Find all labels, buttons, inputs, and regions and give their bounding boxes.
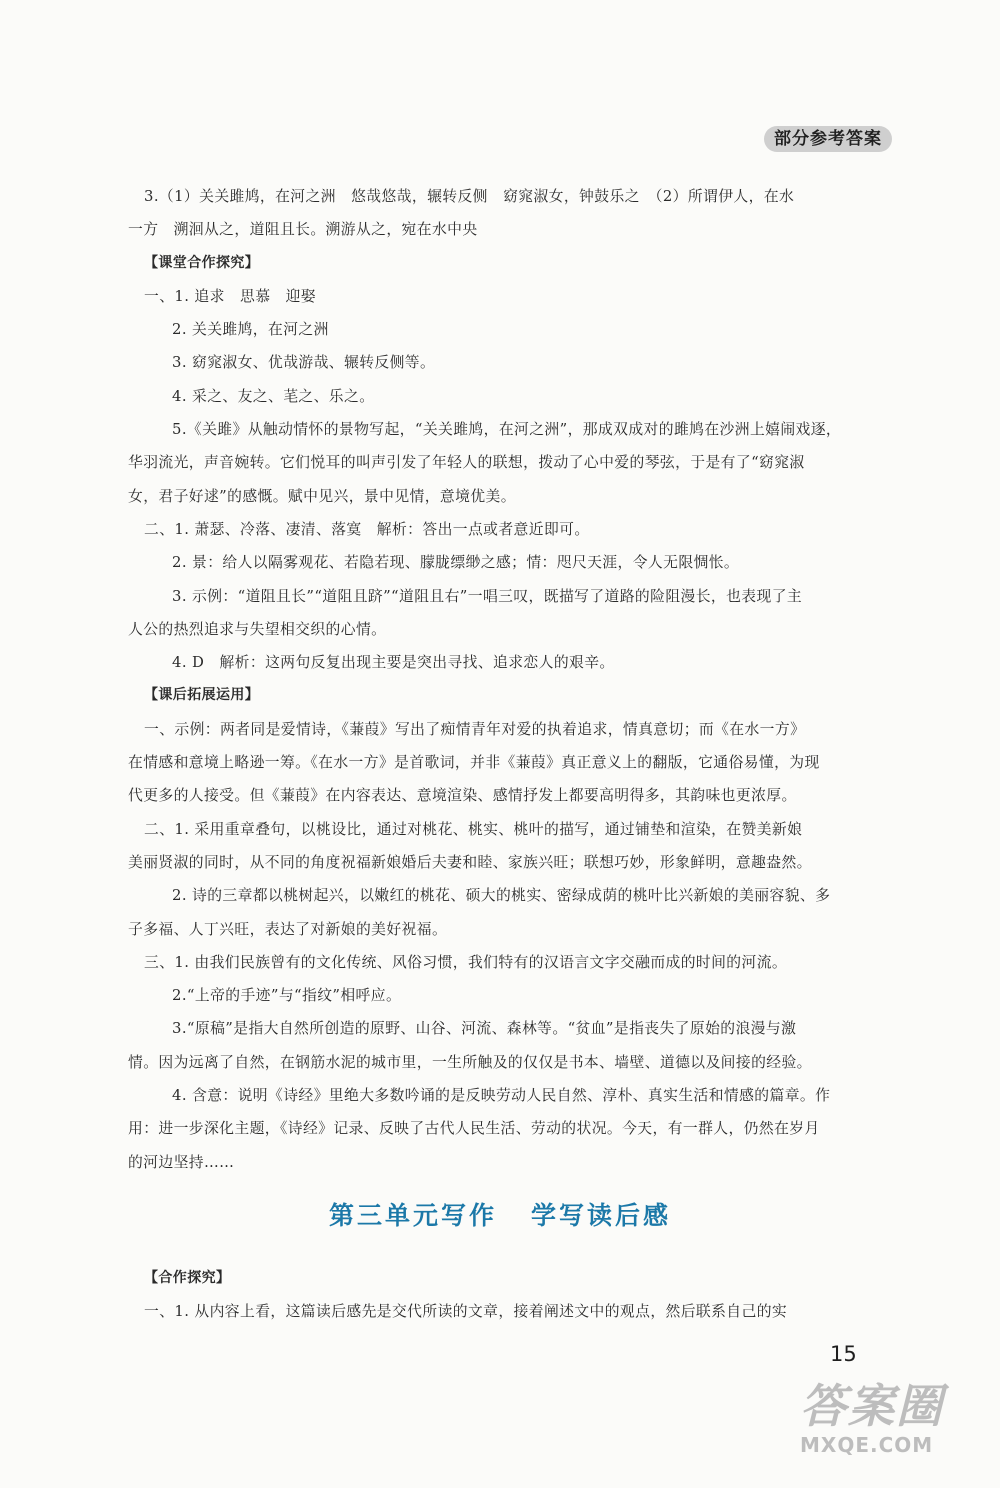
watermark-url: MXQE.COM [800, 1433, 934, 1457]
section-header-tag: 部分参考答案 [764, 126, 892, 152]
text-line: 的河边坚持…… [128, 1153, 235, 1171]
site-watermark [800, 1380, 990, 1480]
text-line: 用：进一步深化主题，《诗经》记录、反映了古代人民生活、劳动的状况。今天，有一群人，仍然在岁月 [128, 1120, 820, 1138]
section-heading: 【合作探究】 [144, 1270, 231, 1286]
text-line: 情。因为远离了自然，在钢筋水泥的城市里，一生所触及的仅仅是书本、墙壁、道德以及间接的经验。 [128, 1053, 812, 1071]
page-number: 15 [830, 1342, 857, 1366]
text-line: 3. 窈窕淑女、优哉游哉、辗转反侧等。 [172, 354, 436, 372]
after-section-content [128, 1262, 888, 1329]
text-line: 一方 溯洄从之，道阻且长。溯游从之，宛在水中央 [128, 221, 478, 239]
text-line: 5.《关雎》从触动情怀的景物写起，“关关雎鸠，在河之洲”，那成双成对的雎鸠在沙洲上嬉闹戏逐， [172, 421, 842, 439]
section-heading: 【课后拓展运用】 [144, 687, 260, 704]
text-line: 子多福、人丁兴旺，表达了对新娘的美好祝福。 [128, 920, 448, 938]
text-line: 4. D 解析：这两句反复出现主要是突出寻找、追求恋人的艰辛。 [172, 654, 615, 672]
text-line: 2. 景：给人以隔雾观花、若隐若现、朦胧缥缈之感；情：咫尺天涯，令人无限惆怅。 [172, 554, 740, 572]
text-line: 二、1. 采用重章叠句，以桃设比，通过对桃花、桃实、桃叶的描写，通过铺垫和渲染，在赞美新娘 [144, 820, 803, 838]
unit-section-title [0, 1196, 1000, 1232]
section-heading: 【课堂合作探究】 [144, 254, 260, 271]
text-line: 一、1. 追求 思慕 迎娶 [144, 287, 316, 305]
text-line: 一、1. 从内容上看，这篇读后感先是交代所读的文章，接着阐述文中的观点，然后联系自己的实 [144, 1303, 788, 1321]
text-line: 3. 示例：“道阻且长”“道阻且跻”“道阻且右”一唱三叹，既描写了道路的险阻漫长，也表现了主 [172, 587, 803, 605]
text-line: 在情感和意境上略逊一筹。《在水一方》是首歌词，并非《蒹葭》真正意义上的翻版，它通俗易懂，为现 [128, 754, 820, 772]
watermark-logo-text: 答案圈 [800, 1379, 944, 1433]
text-line: 二、1. 萧瑟、冷落、凄清、落寞 解析：答出一点或者意近即可。 [144, 520, 590, 538]
text-line: 代更多的人接受。但《蒹葭》在内容表达、意境渲染、感情抒发上都要高明得多，其韵味也更浓厚。 [128, 787, 797, 805]
text-line: 三、1. 由我们民族曾有的文化传统、风俗习惯，我们特有的汉语言文字交融而成的时间的河流。 [144, 953, 788, 971]
text-line: 女，君子好逑”的感慨。赋中见兴，景中见情，意境优美。 [128, 487, 516, 505]
section-title-part1: 第三单元写作 [328, 1201, 497, 1230]
text-line: 2.“上帝的手迹”与“指纹”相呼应。 [172, 987, 402, 1005]
text-line: 3.“原稿”是指大自然所创造的原野、山谷、河流、森林等。“贫血”是指丧失了原始的浪漫与激 [172, 1020, 797, 1038]
text-line: 4. 采之、友之、芼之、乐之。 [172, 387, 375, 405]
text-line: 4. 含意：说明《诗经》里绝大多数吟诵的是反映劳动人民自然、淳朴、真实生活和情感的篇章。作 [172, 1087, 831, 1105]
text-line: 人公的热烈追求与失望相交织的心情。 [128, 620, 387, 638]
answer-content [128, 180, 888, 1179]
text-line: 美丽贤淑的同时，从不同的角度祝福新娘婚后夫妻和睦、家族兴旺；联想巧妙，形象鲜明，意趣盎然。 [128, 853, 812, 871]
section-title-part2: 学写读后感 [531, 1201, 672, 1230]
text-line: 2. 诗的三章都以桃树起兴，以嫩红的桃花、硕大的桃实、密绿成荫的桃叶比兴新娘的美丽容貌、多 [172, 887, 831, 905]
text-line: 3.（1）关关雎鸠，在河之洲 悠哉悠哉，辗转反侧 窈窕淑女，钟鼓乐之 （2）所谓伊人，在水 [144, 188, 795, 205]
text-line: 华羽流光，声音婉转。它们悦耳的叫声引发了年轻人的联想，拨动了心中爱的琴弦，于是有了“窈窕淑 [128, 454, 805, 472]
text-line: 2. 关关雎鸠，在河之洲 [172, 321, 329, 339]
text-line: 一、示例：两者同是爱情诗，《蒹葭》写出了痴情青年对爱的执着追求，情真意切；而《在水一方》 [144, 720, 806, 738]
